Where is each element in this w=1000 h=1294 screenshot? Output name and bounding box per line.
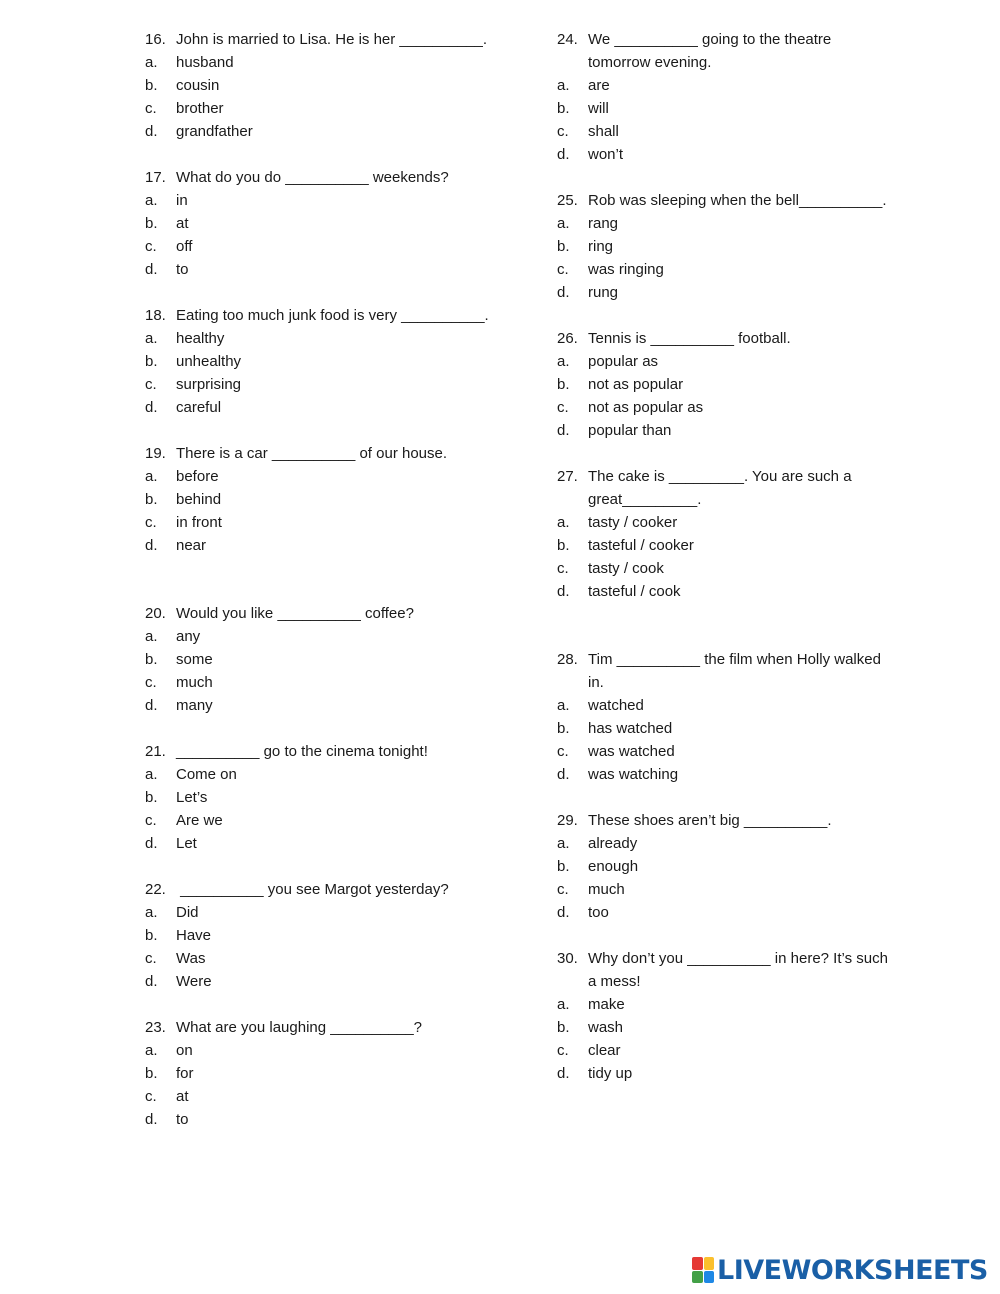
option-text: shall: [588, 123, 619, 140]
option-d[interactable]: [557, 1062, 897, 1085]
option-letter: d.: [557, 422, 570, 439]
option-text: Did: [176, 904, 199, 921]
option-text: much: [588, 881, 625, 898]
option-text: ring: [588, 238, 614, 255]
option-c[interactable]: [145, 511, 505, 534]
option-b[interactable]: [557, 1016, 897, 1039]
option-d[interactable]: [557, 419, 897, 442]
question-text: Rob was sleeping when the bell__________.: [588, 192, 887, 209]
option-c[interactable]: [145, 809, 505, 832]
option-text: already: [588, 835, 638, 852]
option-b[interactable]: [557, 855, 897, 878]
question-18: [145, 304, 505, 419]
option-a[interactable]: [145, 625, 505, 648]
option-letter: c.: [557, 881, 569, 898]
option-letter: a.: [145, 628, 158, 645]
option-text: grandfather: [176, 123, 253, 140]
option-text: in: [176, 192, 188, 209]
option-letter: b.: [557, 720, 570, 737]
option-text: Come on: [176, 766, 237, 783]
option-c[interactable]: [145, 947, 505, 970]
option-b[interactable]: [557, 373, 897, 396]
option-text: tidy up: [588, 1065, 633, 1082]
option-text: Was: [176, 950, 206, 967]
option-letter: a.: [557, 77, 570, 94]
option-text: Let: [176, 835, 197, 852]
option-text: tasteful / cooker: [588, 537, 694, 554]
question-22: [145, 878, 505, 993]
question-text: __________ you see Margot yesterday?: [176, 881, 449, 898]
question-number: 25.: [557, 192, 578, 209]
option-letter: b.: [145, 651, 158, 668]
option-c[interactable]: [557, 878, 897, 901]
question-text: Tennis is __________ football.: [588, 330, 791, 347]
option-letter: c.: [557, 399, 569, 416]
option-text: won’t: [588, 146, 624, 163]
question-text: What do you do __________ weekends?: [176, 169, 449, 186]
option-d[interactable]: [557, 763, 897, 786]
option-letter: a.: [557, 215, 570, 232]
option-c[interactable]: [557, 557, 897, 580]
option-c[interactable]: [145, 235, 505, 258]
option-text: make: [588, 996, 625, 1013]
option-letter: d.: [557, 146, 570, 163]
option-a[interactable]: [557, 832, 897, 855]
option-text: are: [588, 77, 610, 94]
option-d[interactable]: [145, 396, 505, 419]
option-a[interactable]: [557, 694, 897, 717]
option-letter: b.: [557, 858, 570, 875]
option-letter: b.: [145, 77, 158, 94]
option-letter: d.: [145, 697, 158, 714]
question-24: [557, 28, 897, 166]
option-text: was ringing: [588, 261, 664, 278]
option-c[interactable]: [145, 1085, 505, 1108]
question-number: 27.: [557, 468, 578, 485]
option-text: to: [176, 261, 189, 278]
option-text: healthy: [176, 330, 225, 347]
option-text: rang: [588, 215, 619, 232]
option-text: to: [176, 1111, 189, 1128]
option-text: watched: [588, 697, 644, 714]
option-c[interactable]: [145, 97, 505, 120]
question-text: John is married to Lisa. He is her __________.: [176, 31, 488, 48]
option-d[interactable]: [145, 258, 505, 281]
option-text: off: [176, 238, 193, 255]
question-number: 16.: [145, 31, 166, 48]
question-text: There is a car __________ of our house.: [176, 445, 448, 462]
option-letter: b.: [145, 215, 158, 232]
option-letter: a.: [145, 766, 158, 783]
left-question-column: [145, 28, 505, 1131]
option-text: clear: [588, 1042, 621, 1059]
option-text: much: [176, 674, 213, 691]
option-a[interactable]: [557, 74, 897, 97]
option-text: unhealthy: [176, 353, 242, 370]
option-letter: b.: [145, 927, 158, 944]
option-c[interactable]: [557, 120, 897, 143]
option-letter: c.: [145, 238, 157, 255]
option-text: enough: [588, 858, 639, 875]
option-text: husband: [176, 54, 234, 71]
option-letter: a.: [145, 1042, 158, 1059]
question-25: [557, 189, 897, 304]
option-letter: d.: [145, 973, 158, 990]
option-b[interactable]: [557, 97, 897, 120]
option-text: popular as: [588, 353, 659, 370]
option-text: Let’s: [176, 789, 208, 806]
option-text: too: [588, 904, 609, 921]
question-text: Eating too much junk food is very __________.: [176, 307, 489, 324]
option-c[interactable]: [145, 373, 505, 396]
option-letter: a.: [557, 514, 570, 531]
option-a[interactable]: [557, 993, 897, 1016]
question-27: [557, 465, 897, 603]
option-letter: d.: [557, 583, 570, 600]
right-question-column: [557, 28, 897, 1085]
option-text: careful: [176, 399, 222, 416]
option-b[interactable]: [145, 648, 505, 671]
logo-badge-icon: [692, 1257, 714, 1283]
option-letter: b.: [557, 1019, 570, 1036]
option-text: Have: [176, 927, 212, 944]
option-c[interactable]: [557, 258, 897, 281]
option-letter: b.: [145, 1065, 158, 1082]
question-text: We __________ going to the theatre tomorrow evening.: [588, 31, 832, 71]
option-text: surprising: [176, 376, 242, 393]
option-letter: b.: [557, 238, 570, 255]
option-a[interactable]: [557, 350, 897, 373]
option-text: any: [176, 628, 201, 645]
option-b[interactable]: [557, 235, 897, 258]
option-letter: c.: [557, 1042, 569, 1059]
option-letter: a.: [145, 904, 158, 921]
question-number: 23.: [145, 1019, 166, 1036]
question-text: These shoes aren’t big __________.: [588, 812, 832, 829]
question-30: [557, 947, 897, 1085]
question-number: 21.: [145, 743, 166, 760]
option-text: some: [176, 651, 213, 668]
liveworksheets-logo: [692, 1254, 992, 1286]
option-b[interactable]: [145, 350, 505, 373]
question-number: 28.: [557, 651, 578, 668]
option-letter: c.: [145, 674, 157, 691]
option-b[interactable]: [145, 1062, 505, 1085]
option-d[interactable]: [145, 970, 505, 993]
question-number: 29.: [557, 812, 578, 829]
question-23: [145, 1016, 505, 1131]
option-letter: c.: [145, 376, 157, 393]
option-text: in front: [176, 514, 222, 531]
option-c[interactable]: [557, 396, 897, 419]
option-letter: d.: [557, 904, 570, 921]
option-text: at: [176, 1088, 189, 1105]
question-text: Tim __________ the film when Holly walked in.: [588, 651, 881, 691]
option-text: Were: [176, 973, 212, 990]
option-text: wash: [588, 1019, 624, 1036]
option-letter: a.: [145, 54, 158, 71]
option-text: on: [176, 1042, 193, 1059]
option-letter: c.: [557, 123, 569, 140]
option-text: Are we: [176, 812, 223, 829]
option-text: tasty / cooker: [588, 514, 678, 531]
question-21: [145, 740, 505, 855]
option-letter: d.: [145, 835, 158, 852]
question-number: 30.: [557, 950, 578, 967]
option-text: will: [588, 100, 609, 117]
option-d[interactable]: [145, 832, 505, 855]
option-letter: c.: [145, 812, 157, 829]
option-text: not as popular: [588, 376, 684, 393]
option-letter: a.: [557, 353, 570, 370]
option-letter: a.: [145, 192, 158, 209]
option-letter: c.: [557, 560, 569, 577]
question-text: What are you laughing __________?: [176, 1019, 423, 1036]
option-letter: d.: [557, 1065, 570, 1082]
option-d[interactable]: [557, 281, 897, 304]
option-letter: c.: [145, 950, 157, 967]
option-letter: d.: [145, 261, 158, 278]
option-b[interactable]: [557, 534, 897, 557]
question-19: [145, 442, 505, 557]
option-text: before: [176, 468, 219, 485]
option-letter: c.: [145, 100, 157, 117]
option-d[interactable]: [145, 534, 505, 557]
option-text: was watched: [588, 743, 675, 760]
question-29: [557, 809, 897, 924]
option-letter: c.: [557, 261, 569, 278]
option-text: at: [176, 215, 189, 232]
question-number: 22.: [145, 881, 166, 898]
question-number: 24.: [557, 31, 578, 48]
option-text: tasteful / cook: [588, 583, 681, 600]
option-a[interactable]: [557, 212, 897, 235]
question-text: The cake is _________. You are such a great_________.: [588, 468, 852, 508]
option-text: was watching: [588, 766, 679, 783]
option-letter: a.: [557, 835, 570, 852]
option-letter: a.: [145, 330, 158, 347]
option-c[interactable]: [557, 740, 897, 763]
logo-text: LIVEWORKSHEETS: [717, 1254, 988, 1286]
option-b[interactable]: [145, 488, 505, 511]
option-letter: d.: [145, 123, 158, 140]
question-16: [145, 28, 505, 143]
question-28: [557, 648, 897, 786]
option-letter: a.: [557, 996, 570, 1013]
option-letter: c.: [145, 514, 157, 531]
option-text: cousin: [176, 77, 220, 94]
option-text: brother: [176, 100, 224, 117]
option-letter: d.: [145, 537, 158, 554]
option-b[interactable]: [145, 212, 505, 235]
option-a[interactable]: [145, 1039, 505, 1062]
option-a[interactable]: [145, 465, 505, 488]
option-letter: b.: [145, 491, 158, 508]
option-letter: b.: [557, 100, 570, 117]
option-d[interactable]: [557, 901, 897, 924]
question-number: 17.: [145, 169, 166, 186]
option-a[interactable]: [557, 511, 897, 534]
question-17: [145, 166, 505, 281]
option-text: tasty / cook: [588, 560, 664, 577]
option-text: rung: [588, 284, 619, 301]
option-letter: c.: [145, 1088, 157, 1105]
option-c[interactable]: [557, 1039, 897, 1062]
option-letter: d.: [145, 1111, 158, 1128]
question-text: Why don’t you __________ in here? It’s such a mess!: [588, 950, 888, 990]
question-20: [145, 602, 505, 717]
question-26: [557, 327, 897, 442]
option-letter: a.: [145, 468, 158, 485]
option-letter: d.: [145, 399, 158, 416]
option-a[interactable]: [145, 763, 505, 786]
option-d[interactable]: [145, 120, 505, 143]
option-b[interactable]: [145, 786, 505, 809]
option-a[interactable]: [145, 327, 505, 350]
option-d[interactable]: [557, 143, 897, 166]
option-b[interactable]: [145, 74, 505, 97]
option-text: for: [176, 1065, 194, 1082]
option-b[interactable]: [145, 924, 505, 947]
option-letter: b.: [557, 376, 570, 393]
option-letter: b.: [145, 789, 158, 806]
question-text: Would you like __________ coffee?: [176, 605, 414, 622]
question-number: 19.: [145, 445, 166, 462]
option-text: not as popular as: [588, 399, 704, 416]
question-number: 26.: [557, 330, 578, 347]
option-text: many: [176, 697, 213, 714]
option-c[interactable]: [145, 671, 505, 694]
option-a[interactable]: [145, 51, 505, 74]
question-number: 18.: [145, 307, 166, 324]
option-d[interactable]: [145, 1108, 505, 1131]
option-a[interactable]: [145, 901, 505, 924]
option-d[interactable]: [557, 580, 897, 603]
option-letter: d.: [557, 766, 570, 783]
option-letter: b.: [557, 537, 570, 554]
option-letter: c.: [557, 743, 569, 760]
option-text: near: [176, 537, 207, 554]
option-text: popular than: [588, 422, 672, 439]
option-b[interactable]: [557, 717, 897, 740]
question-text: __________ go to the cinema tonight!: [176, 743, 428, 760]
option-a[interactable]: [145, 189, 505, 212]
option-text: has watched: [588, 720, 673, 737]
option-d[interactable]: [145, 694, 505, 717]
option-letter: d.: [557, 284, 570, 301]
option-text: behind: [176, 491, 222, 508]
option-letter: a.: [557, 697, 570, 714]
option-letter: b.: [145, 353, 158, 370]
question-number: 20.: [145, 605, 166, 622]
